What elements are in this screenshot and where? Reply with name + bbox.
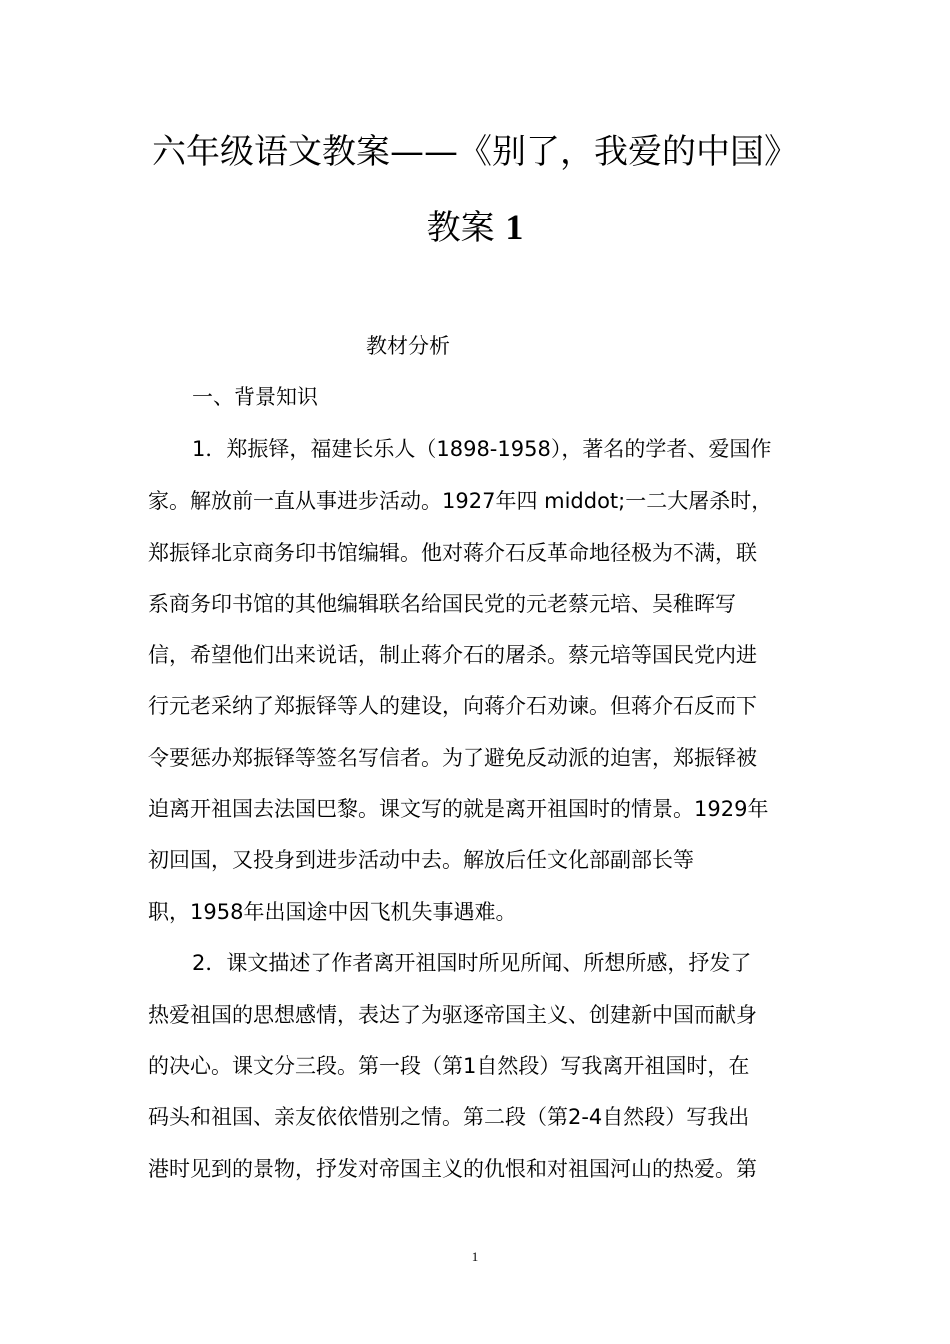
paragraph-line: 系商务印书馆的其他编辑联名给国民党的元老蔡元培、吴稚晖写	[148, 592, 736, 616]
title-number: 1	[505, 207, 524, 247]
paragraph-line: 热爱祖国的思想感情，表达了为驱逐帝国主义、创建新中国而献身	[148, 1003, 757, 1027]
paragraph-line: 郑振铎北京商务印书馆编辑。他对蒋介石反革命地径极为不满，联	[148, 541, 757, 565]
paragraph-line: 初回国，又投身到进步活动中去。解放后任文化部副部长等	[148, 848, 694, 872]
page-number: 1	[471, 1249, 479, 1264]
section-heading: 教材分析	[366, 334, 450, 358]
paragraph-line: 的决心。课文分三段。第一段（第1自然段）写我离开祖国时，在	[148, 1054, 750, 1078]
document-title-line-1: 六年级语文教案——《别了，我爱的中国》	[152, 132, 798, 172]
title-text: 教案	[426, 208, 495, 248]
paragraph-line: 信，希望他们出来说话，制止蒋介石的屠杀。蔡元培等国民党内进	[148, 643, 757, 667]
paragraph-line: 职，1958年出国途中因飞机失事遇难。	[148, 900, 517, 924]
paragraph-line: 令要惩办郑振铎等签名写信者。为了避免反动派的迫害，郑振铎被	[148, 746, 757, 770]
paragraph-line: 1．郑振铎，福建长乐人（1898-1958），著名的学者、爱国作	[192, 437, 772, 461]
document-title-line-2	[0, 200, 950, 249]
paragraph-line: 家。解放前一直从事进步活动。1927年四 middot;一二大屠杀时，	[148, 489, 773, 513]
paragraph-line: 港时见到的景物，抒发对帝国主义的仇恨和对祖国河山的热爱。第	[148, 1157, 757, 1181]
paragraph-line: 码头和祖国、亲友依依惜别之情。第二段（第2-4自然段）写我出	[148, 1105, 750, 1129]
paragraph-line: 迫离开祖国去法国巴黎。课文写的就是离开祖国时的情景。1929年	[148, 797, 769, 821]
subheading-background: 一、背景知识	[192, 385, 318, 409]
paragraph-line: 行元老采纳了郑振铎等人的建设，向蒋介石劝谏。但蒋介石反而下	[148, 694, 757, 718]
paragraph-line: 2．课文描述了作者离开祖国时所见所闻、所想所感，抒发了	[192, 951, 752, 975]
